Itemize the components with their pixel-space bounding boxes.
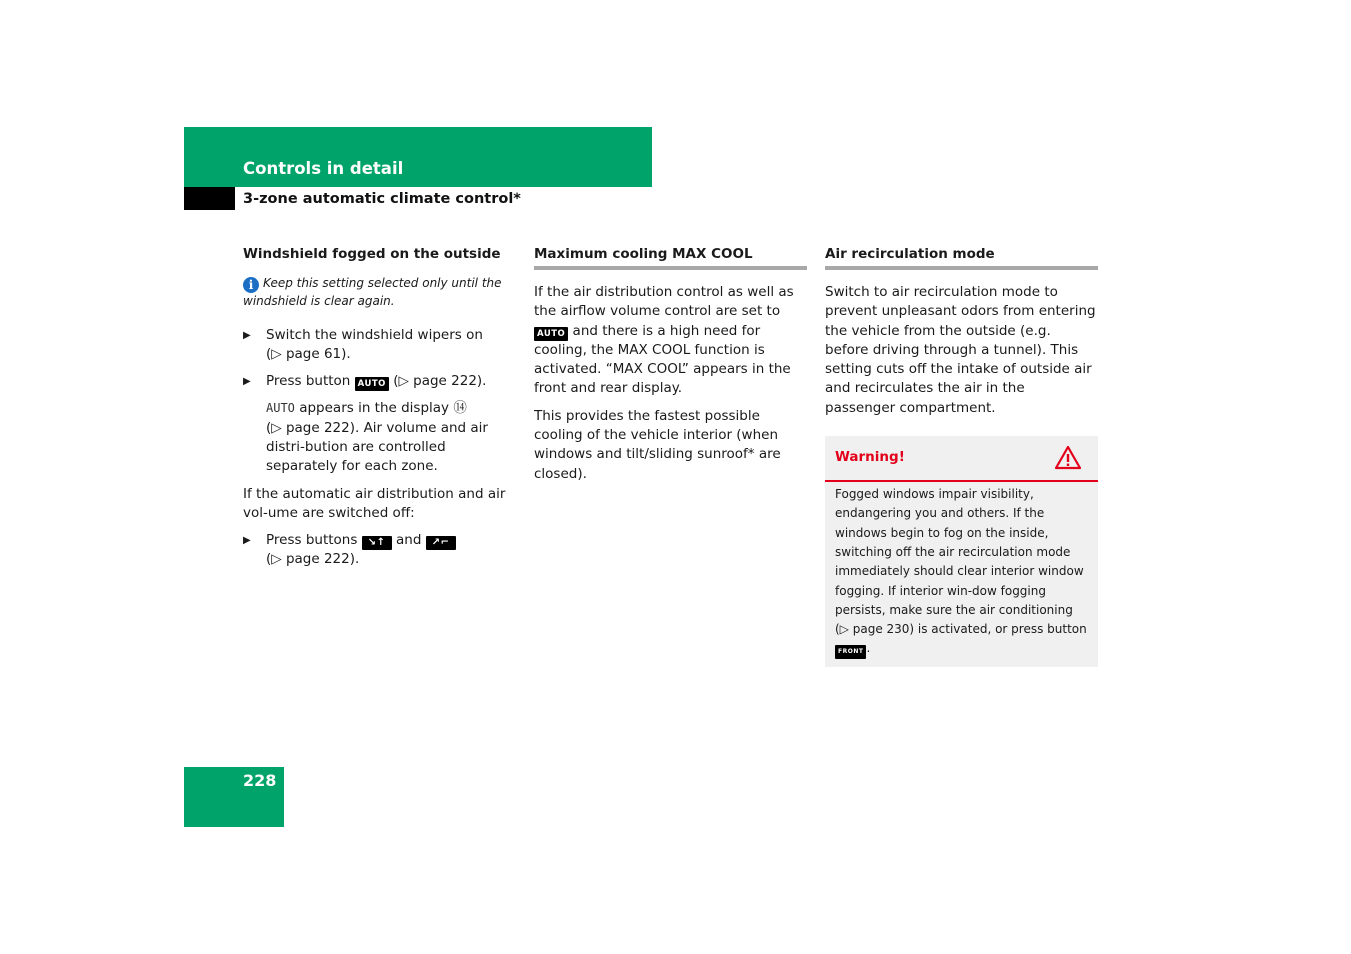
max-cool-para-2: This provides the fastest possible cooling of the vehicle interior (when windows and tilt/sliding sunroof* are closed). (534, 407, 781, 482)
info-note-text: Keep this setting selected only until the windshield is clear again. (243, 276, 502, 308)
warning-title: Warning! (835, 449, 905, 466)
warning-body: Fogged windows impair visibility, endangering you and others. If the windows begin to fog on the inside, switching off the air recirculation mode immediately should clear interior window fogging. If interior win-dow fogging persists, make sure the air conditioning (▷ page 230) is activated, or press button FRONT . (825, 482, 1098, 667)
recirculation-para: Switch to air recirculation mode to prevent unpleasant odors from entering the vehicle from the outside (e.g. before driving through a tunnel). This setting cuts off the intake of outside air and recirculates the air in the passenger compartment. (825, 284, 1096, 416)
windshield-airflow-button-icon: ↗⌐ (426, 536, 456, 550)
subsection-title: 3-zone automatic climate control* (243, 191, 521, 207)
column-max-cool (534, 245, 807, 484)
footwell-airflow-button-icon: ↘↑ (362, 536, 392, 550)
step-press-auto: ▶ Press button AUTO (▷ page 222). (243, 372, 521, 391)
warning-triangle-icon (1054, 445, 1082, 470)
step-wipers: ▶ Switch the windshield wipers on (▷ page 61). (243, 326, 483, 362)
auto-button-icon: AUTO (355, 377, 389, 391)
warning-box (825, 436, 1098, 667)
bullet-arrow-icon: ▶ (243, 376, 251, 388)
info-note (243, 275, 521, 311)
heading-max-cool: Maximum cooling MAX COOL (534, 246, 753, 262)
heading-rule (534, 266, 807, 270)
auto-display-indicator: AUTO (266, 401, 295, 416)
front-defrost-button-icon: FRONT (835, 645, 866, 659)
section-title: Controls in detail (243, 159, 404, 178)
max-cool-para-1: If the air distribution control as well as the airflow volume control are set to AUTO and there is a high need for cooling, the MAX COOL function is activated. “MAX COOL” appears in the front and rear display. (534, 284, 794, 397)
header-bar (184, 127, 652, 187)
auto-button-icon: AUTO (534, 327, 568, 341)
air-off-para: If the automatic air distribution and air vol-ume are switched off: (243, 485, 506, 521)
info-icon: i (243, 277, 259, 293)
column-air-recirculation (825, 245, 1098, 667)
column-windshield-fogged (243, 245, 521, 570)
heading-windshield-fogged: Windshield fogged on the outside (243, 246, 501, 262)
page-number: 228 (243, 771, 277, 790)
subsection-tab (184, 187, 235, 210)
bullet-arrow-icon: ▶ (243, 535, 251, 547)
warning-header (825, 436, 1098, 482)
step-press-distribution: ▶ Press buttons ↘↑ and ↗⌐ (▷ page 222). (243, 531, 521, 570)
heading-rule (825, 266, 1098, 270)
auto-display-text: AUTO appears in the display ⑭ (▷ page 222). Air volume and air distri-bution are controlled separately for each zone. (266, 400, 488, 475)
bullet-arrow-icon: ▶ (243, 329, 251, 341)
heading-air-recirculation: Air recirculation mode (825, 246, 995, 262)
